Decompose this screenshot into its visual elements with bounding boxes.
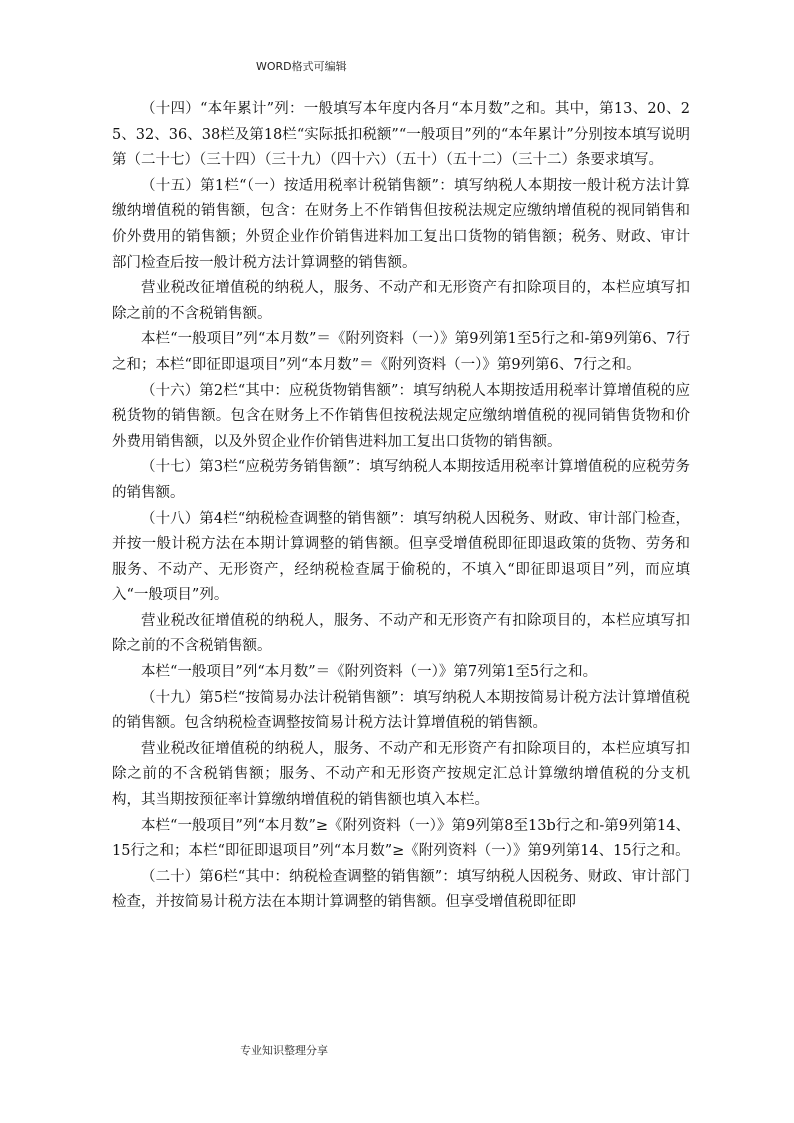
paragraph: 营业税改征增值税的纳税人，服务、不动产和无形资产有扣除项目的，本栏应填写扣除之前的不含税销售额；服务、不动产和无形资产按规定汇总计算缴纳增值税的分支机构，其当期按预征率计算缴纳增值税的销售额也填入本栏。: [112, 740, 690, 809]
paragraph: 营业税改征增值税的纳税人，服务、不动产和无形资产有扣除项目的，本栏应填写扣除之前的不含税销售额。: [112, 280, 690, 322]
paragraph: （十六）第2栏“其中：应税货物销售额”：填写纳税人本期按适用税率计算增值税的应税货物的销售额。包含在财务上不作销售但按税法规定应缴纳增值税的视同销售货物和价外费用销售额，以及外贸企业作价销售进料加工复出口货物的销售额。: [112, 382, 690, 450]
paragraph: 本栏“一般项目”列“本月数”＝《附列资料（一）》第9列第1至5行之和-第9列第6、7行之和；本栏“即征即退项目”列“本月数”＝《附列资料（一）》第9列第6、7行之和。: [112, 331, 690, 373]
page-footer: 专业知识整理分享: [240, 1044, 328, 1057]
paragraph: （十九）第5栏“按简易办法计税销售额”：填写纳税人本期按简易计税方法计算增值税的销售额。包含纳税检查调整按简易计税方法计算增值税的销售额。: [112, 689, 690, 732]
paragraph: （十七）第3栏“应税劳务销售额”：填写纳税人本期按适用税率计算增值税的应税劳务的销售额。: [112, 459, 690, 501]
paragraph: （二十）第6栏“其中：纳税检查调整的销售额”：填写纳税人因税务、财政、审计部门检查，并按简易计税方法在本期计算调整的销售额。但享受增值税即征即: [112, 868, 690, 911]
paragraph: （十五）第1栏“（一）按适用税率计税销售额”：填写纳税人本期按一般计税方法计算缴纳增值税的销售额，包含：在财务上不作销售但按税法规定应缴纳增值税的视同销售和价外费用的销售额；外贸企业作价销售进料加工复出口货物的销售额；税务、财政、审计部门检查后按一般计税方法计算调整的销售额。: [112, 177, 690, 271]
paragraph: 本栏“一般项目”列“本月数”＝《附列资料（一）》第7列第1至5行之和。: [141, 664, 598, 681]
paragraph: （十四）“本年累计”列：一般填写本年度内各月“本月数”之和。其中，第13、20、25、32、36、38栏及第18栏“实际抵扣税额”“一般项目”列的“本年累计”分别按本填写说明第（二十七）（三十四）（三十九）（四十六）（五十）（五十二）（三十二）条要求填写。: [112, 101, 690, 169]
paragraph: 营业税改征增值税的纳税人，服务、不动产和无形资产有扣除项目的，本栏应填写扣除之前的不含税销售额。: [112, 612, 690, 655]
paragraph: 本栏“一般项目”列“本月数”≥《附列资料（一）》第9列第8至13b行之和-第9列第14、15行之和；本栏“即征即退项目”列“本月数”≥《附列资料（一）》第9列第14、15行之和。: [112, 817, 690, 860]
page-header: WORD格式可编辑: [256, 60, 347, 73]
document-body: [112, 97, 690, 916]
paragraph: （十八）第4栏“纳税检查调整的销售额”：填写纳税人因税务、财政、审计部门检查，并按一般计税方法在本期计算调整的销售额。但享受增值税即征即退政策的货物、劳务和服务、不动产、无形资产，经纳税检查属于偷税的，不填入“即征即退项目”列，而应填入“一般项目”列。: [112, 510, 690, 604]
